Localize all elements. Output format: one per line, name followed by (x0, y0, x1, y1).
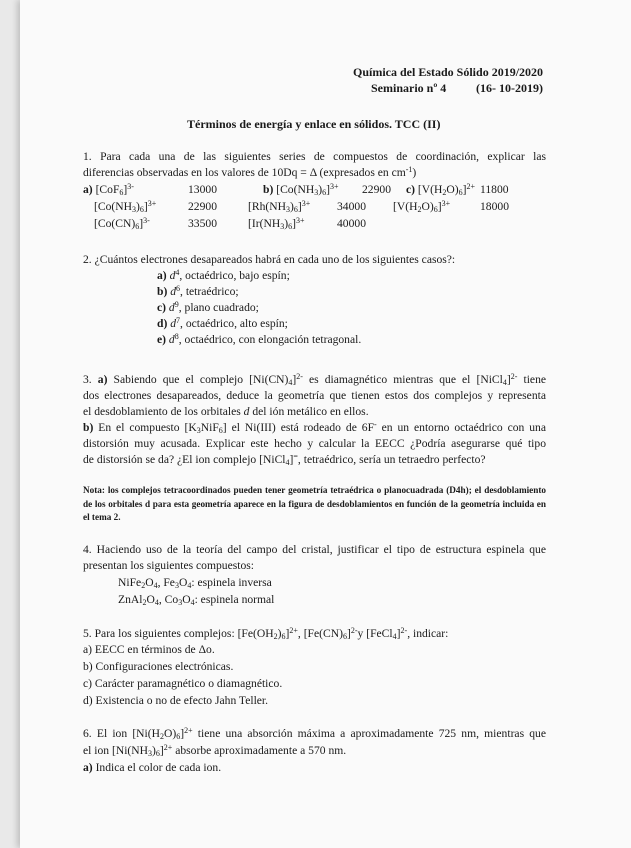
q3-line3: el desdoblamiento de los orbitales d del ión metálico en ellos. (83, 405, 369, 418)
document-page (20, 0, 631, 848)
q2-intro: 2. ¿Cuántos electrones desapareados habrá en cada uno de los siguientes casos?: (83, 253, 456, 266)
page-title: Términos de energía y enlace en sólidos. TCC (II) (187, 117, 441, 131)
q5-item-d: d) Existencia o no de efecto Jahn Teller. (83, 694, 269, 707)
q2-item-d: d) $d^7$, octaédrico, alto espín; (157, 316, 288, 330)
q3-line6: de distorsión se da? ¿El ion complejo [NiCl$_4$]=, tetraédrico, sería un tetraedro perfecto? (83, 452, 486, 467)
q1-b3-value: 40000 (337, 217, 366, 230)
note-block: Nota: los complejos tetracoordinados pueden tener geometría tetraédrica o planocuadrada (D4h); el desdoblamiento de los orbitales d para esta geometría aparece en la figura de desdoblamientos en función de la geometría incluida en el tema 2. (83, 485, 546, 522)
q5-intro: 5. Para los siguientes complejos: $[Fe(OH_2)_6]^{2+}$, $[Fe(CN)_6]^{2-}y$ [FeCl$_4$]$^{2-}$, indicar: (83, 626, 449, 641)
q4-inverse-spinels: $NiFe_2O_4$, $Fe_3O_4$: espinela inversa (118, 576, 272, 590)
q1-c2-value: 18000 (480, 200, 509, 213)
seminar-date: (16- 10-2019) (476, 81, 543, 95)
q2-item-c: c) $d^9$, plano cuadrado; (157, 300, 259, 314)
seminar-number: Seminario nº 4 (371, 81, 447, 95)
q1-b2-value: 34000 (337, 200, 366, 213)
q2-item-b: b) $d^6$, tetraédrico; (157, 284, 239, 298)
q1-series-b-2: $[Rh(NH_3)_6]^{3+}$ (248, 199, 311, 214)
q2-item-a: a) $d^4$, octaédrico, bajo espín; (157, 268, 290, 282)
q1-series-c-2: $[V(H_2O)_6]^{3+}$ (393, 199, 451, 214)
q2-item-e: e) $d^8$, octaédrico, con elongación tetragonal. (157, 332, 362, 346)
q1-series-b-3: $[Ir(NH_3)_6]^{3+}$ (248, 216, 305, 231)
q4-line1: 4. Haciendo uso de la teoría del campo del cristal, justificar el tipo de estructura espinela que (83, 543, 546, 556)
q1-series-a-3: $[Co(CN)_6]^{3-}$ (94, 216, 150, 231)
q5-item-a: a) EECC en términos de Δo. (83, 643, 215, 656)
q3-line4: b) En el compuesto $[K_3NiF_6]$ el Ni(III) está rodeado de 6F- en un entorno octaédrico con una (83, 420, 546, 435)
q1-series-a-1: a) $[CoF_6]^{3-}$ (83, 182, 134, 197)
q1-series-c-1: c) $[V(H_2O)_6]^{2+}$ (406, 182, 476, 197)
q3-line2: dos electrones desapareados, deduce la geometría que tienen estos dos complejos y representa (83, 389, 546, 402)
q6-item-a: a) Indica el color de cada ion. (83, 761, 222, 774)
q4-normal-spinels: $ZnAl_2O_4$, $Co_3O_4$: espinela normal (118, 593, 275, 607)
q1-c1-value: 11800 (480, 183, 509, 196)
q5-item-b: b) Configuraciones electrónicas. (83, 660, 234, 673)
q6-line2: el ion $[Ni(NH_3)_6]^{2+}$ absorbe aproximadamente a 570 nm. (83, 743, 347, 758)
q6-line1: 6. El ion $[Ni(H_2O)_6]^{2+}$ tiene una absorción máxima a aproximadamente 725 nm, mientras que (83, 726, 546, 741)
q3-line1: 3. a) Sabiendo que el complejo $[Ni(CN)_4]^{2-}$ es diamagnético mientras que el [NiCl$_4$]$^{2-}$ tiene (83, 372, 547, 387)
course-title: Química del Estado Sólido 2019/2020 (353, 65, 544, 79)
q4-line2: presentan los siguientes compuestos: (83, 559, 254, 572)
q1-a1-value: 13000 (188, 183, 217, 196)
q1-series-b-1: b) $[Co(NH_3)_6]^{3+}$ (263, 182, 339, 197)
q5-item-c: c) Carácter paramagnético o diamagnético. (83, 677, 283, 690)
q1-a2-value: 22900 (188, 200, 217, 213)
q3-line5: distorsión muy acusada. Explicar este hecho y calcular la EECC ¿Podría asegurarse qué tipo (83, 437, 546, 450)
q1-line2: diferencias observadas en los valores de 10Dq = Δ (expresados en $cm^{-1}$) (83, 165, 417, 179)
q1-a3-value: 33500 (188, 217, 217, 230)
q1-b1-value: 22900 (362, 183, 391, 196)
q1-series-a-2: $[Co(NH_3)_6]^{3+}$ (94, 199, 157, 214)
q1-line1: 1. Para cada una de las siguientes series de compuestos de coordinación, explicar las (83, 150, 546, 163)
